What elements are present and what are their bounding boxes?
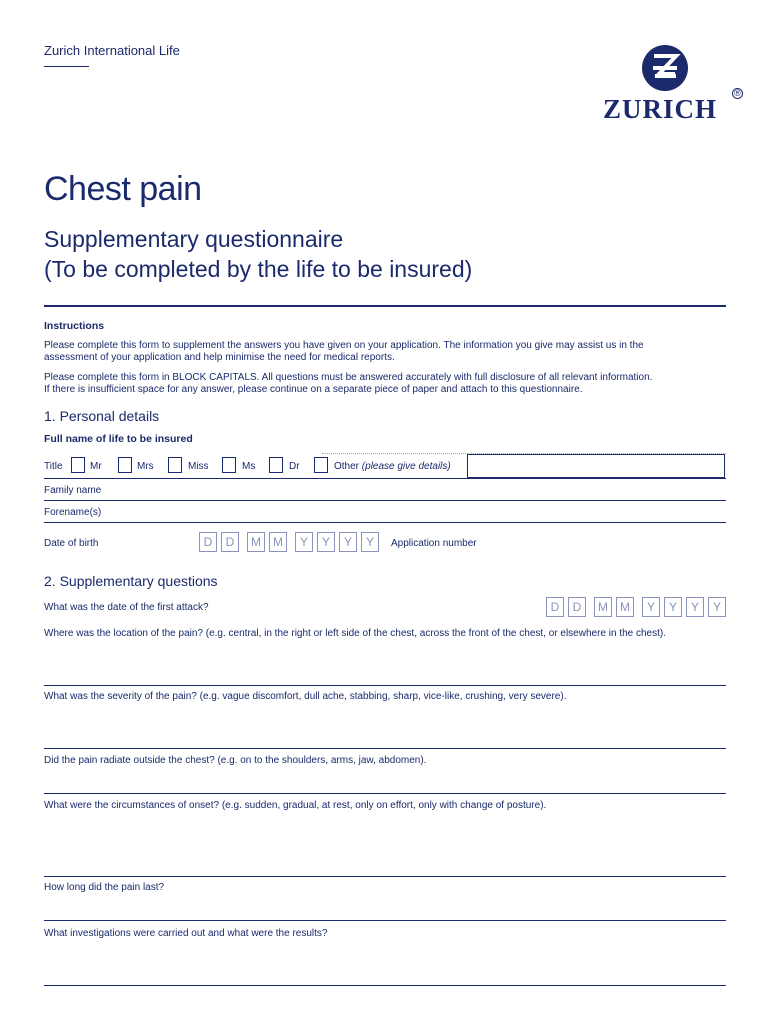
attack-date-digit-box[interactable]: D bbox=[568, 597, 586, 617]
attack-date-digit-box[interactable]: M bbox=[616, 597, 634, 617]
attack-date-digit-box[interactable]: M bbox=[594, 597, 612, 617]
subtitle-line-1: Supplementary questionnaire bbox=[44, 226, 344, 252]
page-title: Chest pain bbox=[44, 170, 202, 208]
instructions-heading: Instructions bbox=[44, 320, 105, 332]
instructions-paragraph-2 bbox=[44, 372, 724, 396]
dob-digit-box[interactable]: M bbox=[269, 532, 287, 552]
dob-digit-box[interactable]: Y bbox=[339, 532, 357, 552]
other-text: Other bbox=[334, 461, 360, 472]
dob-digit-box[interactable]: D bbox=[199, 532, 217, 552]
instructions-paragraph-1 bbox=[44, 340, 724, 364]
subtitle-line-2: (To be completed by the life to be insured) bbox=[44, 256, 473, 282]
q-radiate: Did the pain radiate outside the chest? (e.g. on to the shoulders, arms, jaw, abdomen). bbox=[44, 755, 427, 766]
application-number-label: Application number bbox=[391, 538, 477, 549]
q-duration: How long did the pain last? bbox=[44, 882, 165, 893]
instructions-p1-line2: assessment of your application and help minimise the need for medical reports. bbox=[44, 352, 395, 363]
supplementary-heading: 2. Supplementary questions bbox=[44, 573, 218, 589]
forename-input-line[interactable] bbox=[44, 522, 726, 523]
q-first-attack: What was the date of the first attack? bbox=[44, 602, 209, 613]
title-divider bbox=[44, 305, 726, 307]
other-hint: (please give details) bbox=[361, 461, 451, 472]
attack-date-digit-box[interactable]: D bbox=[546, 597, 564, 617]
dob-label: Date of birth bbox=[44, 538, 99, 549]
title-mr-checkbox[interactable] bbox=[71, 457, 85, 473]
investigations-answer-line[interactable] bbox=[44, 985, 726, 986]
title-label: Title bbox=[44, 461, 63, 472]
severity-answer-line[interactable] bbox=[44, 748, 726, 749]
title-other-label bbox=[334, 461, 451, 472]
title-other-checkbox[interactable] bbox=[314, 457, 328, 473]
dob-digit-box[interactable]: D bbox=[221, 532, 239, 552]
registered-mark: ® bbox=[732, 88, 743, 99]
dob-digit-box[interactable]: Y bbox=[317, 532, 335, 552]
personal-details-heading: 1. Personal details bbox=[44, 408, 160, 424]
q-onset: What were the circumstances of onset? (e.g. sudden, gradual, at rest, only on effort, only with change of posture). bbox=[44, 800, 547, 811]
onset-answer-line[interactable] bbox=[44, 876, 726, 877]
duration-answer-line[interactable] bbox=[44, 920, 726, 921]
other-title-input[interactable] bbox=[467, 454, 725, 478]
attack-date-digit-box[interactable]: Y bbox=[708, 597, 726, 617]
dob-digit-box[interactable]: Y bbox=[361, 532, 379, 552]
radiate-answer-line[interactable] bbox=[44, 793, 726, 794]
full-name-label: Full name of life to be insured bbox=[44, 433, 193, 445]
instructions-p1-line1: Please complete this form to supplement the answers you have given on your application. The information you give may assist us in the bbox=[44, 340, 644, 351]
attack-date-digit-box[interactable]: Y bbox=[664, 597, 682, 617]
title-mrs-label: Mrs bbox=[137, 461, 154, 472]
instructions-p2-line2: If there is insufficient space for any answer, please continue on a separate piece of paper and attach to this questionnaire. bbox=[44, 384, 583, 395]
title-dr-label: Dr bbox=[289, 461, 300, 472]
family-name-input-line[interactable] bbox=[44, 500, 726, 501]
attack-date-digit-box[interactable]: Y bbox=[686, 597, 704, 617]
title-dr-checkbox[interactable] bbox=[269, 457, 283, 473]
q-severity: What was the severity of the pain? (e.g. vague discomfort, dull ache, stabbing, sharp, vice-like, crushing, very severe). bbox=[44, 691, 567, 702]
attack-date-digit-box[interactable]: Y bbox=[642, 597, 660, 617]
title-row-rule bbox=[44, 478, 726, 479]
family-name-label: Family name bbox=[44, 485, 102, 496]
forename-label: Forename(s) bbox=[44, 507, 102, 518]
title-mrs-checkbox[interactable] bbox=[118, 457, 132, 473]
page-subtitle bbox=[44, 224, 472, 284]
location-answer-line[interactable] bbox=[44, 685, 726, 686]
title-ms-label: Ms bbox=[242, 461, 256, 472]
title-miss-label: Miss bbox=[188, 461, 209, 472]
company-name: Zurich International Life bbox=[44, 43, 180, 58]
zurich-logo-icon bbox=[641, 44, 689, 92]
q-location: Where was the location of the pain? (e.g. central, in the right or left side of the chest, across the front of the chest, or elsewhere in the chest). bbox=[44, 628, 666, 639]
dob-digit-box[interactable]: Y bbox=[295, 532, 313, 552]
dob-digit-box[interactable]: M bbox=[247, 532, 265, 552]
title-mr-label: Mr bbox=[90, 461, 102, 472]
instructions-p2-line1: Please complete this form in BLOCK CAPITALS. All questions must be answered accurately with full disclosure of all relevant information. bbox=[44, 372, 653, 383]
zurich-logo-text: ZURICH bbox=[603, 94, 718, 124]
title-ms-checkbox[interactable] bbox=[222, 457, 236, 473]
q-investigations: What investigations were carried out and what were the results? bbox=[44, 928, 328, 939]
company-underline bbox=[44, 66, 89, 67]
title-miss-checkbox[interactable] bbox=[168, 457, 182, 473]
